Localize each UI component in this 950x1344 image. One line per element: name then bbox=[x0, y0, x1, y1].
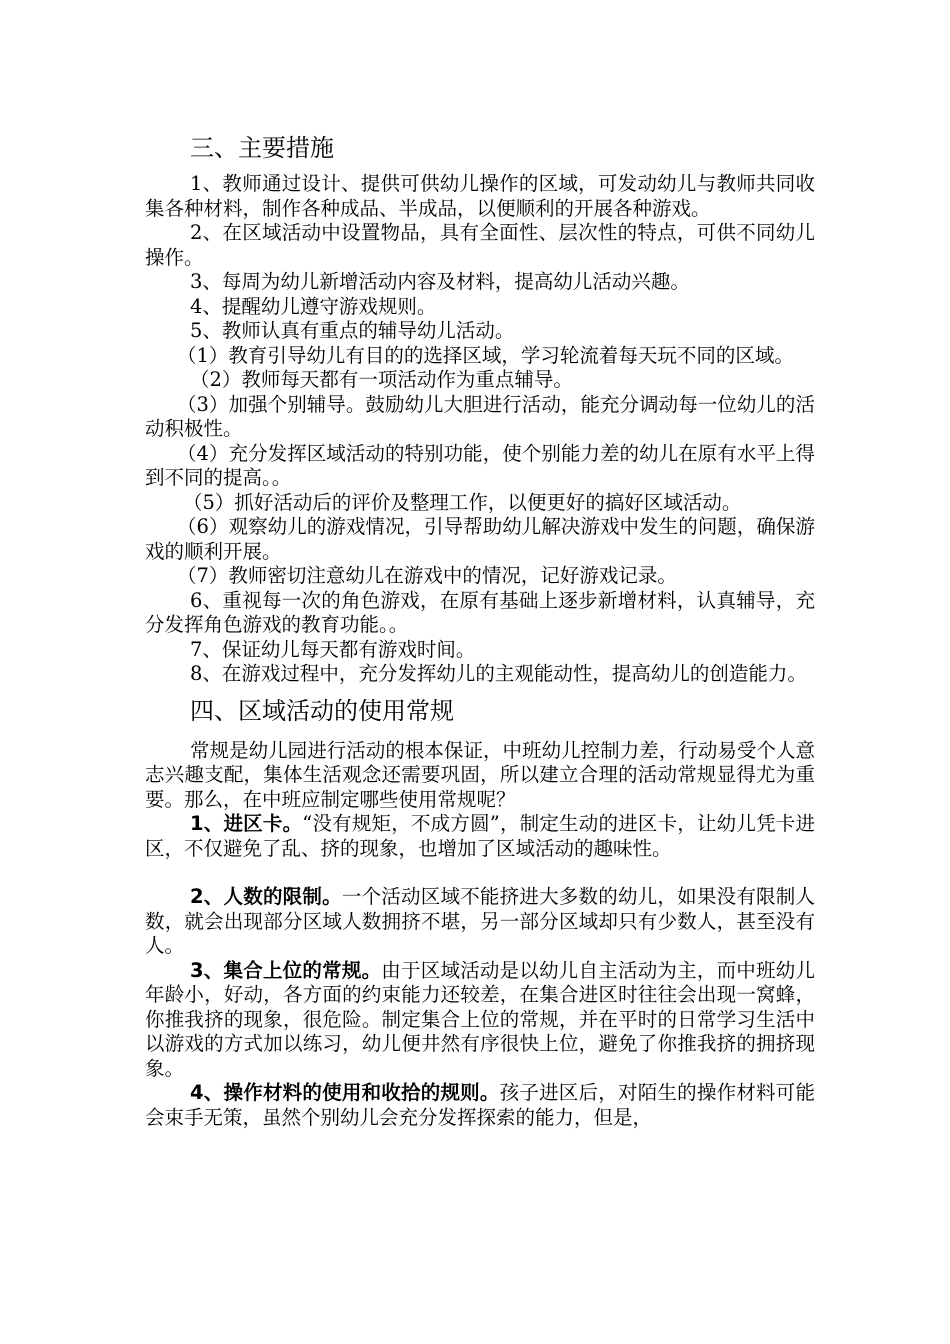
measure-item-7: 7、保证幼儿每天都有游戏时间。 bbox=[190, 637, 476, 661]
measure-subitem-6: （6）观察幼儿的游戏情况，引导帮助幼儿解决游戏中发生的问题，确保游戏的顺利开展。 bbox=[145, 515, 815, 563]
measure-subitem-4: （4）充分发挥区域活动的特别功能，使个别能力差的幼儿在原有水平上得到不同的提高。。 bbox=[145, 441, 815, 489]
measure-item-4: 4、提醒幼儿遵守游戏规则。 bbox=[190, 294, 437, 318]
routine-item-3-title: 3、集合上位的常规。 bbox=[190, 958, 382, 982]
routine-item-4-text: 孩子进区后，对陌生的操作材料可能会束手无策，虽然个别幼儿会充分发挥探索的能力，但是， bbox=[145, 1081, 815, 1129]
routine-item-2-title: 2、人数的限制。 bbox=[190, 885, 342, 908]
routine-item-4 bbox=[145, 1081, 815, 1130]
measure-item-8: 8、在游戏过程中，充分发挥幼儿的主观能动性，提高幼儿的创造能力。 bbox=[190, 662, 807, 685]
measure-item-1: 1、教师通过设计、提供可供幼儿操作的区域，可发动幼儿与教师共同收集各种材料，制作各种成品、半成品，以便顺利的开展各种游戏。 bbox=[145, 172, 815, 220]
measure-subitem-3: （3）加强个别辅导。鼓励幼儿大胆进行活动，能充分调动每一位幼儿的活动积极性。 bbox=[145, 392, 815, 440]
measure-item-3: 3、每周为幼儿新增活动内容及材料，提高幼儿活动兴趣。 bbox=[190, 270, 690, 293]
measure-subitem-2: （2）教师每天都有一项活动作为重点辅导。 bbox=[190, 368, 573, 391]
section-heading-measures: 三、主要措施 bbox=[190, 134, 334, 162]
routine-item-1 bbox=[145, 812, 815, 861]
measure-subitem-7: （7）教师密切注意幼儿在游戏中的情况，记好游戏记录。 bbox=[177, 564, 677, 587]
routine-item-1-title: 1、进区卡。 bbox=[190, 812, 303, 835]
measure-item-5: 5、教师认真有重点的辅导幼儿活动。 bbox=[190, 319, 515, 342]
routine-item-2 bbox=[145, 885, 815, 959]
section-heading-routines: 四、区域活动的使用常规 bbox=[190, 696, 454, 725]
document-page bbox=[145, 128, 815, 1130]
paragraph-spacer bbox=[145, 861, 815, 885]
measure-item-2: 2、在区域活动中设置物品，具有全面性、层次性的特点，可供不同幼儿操作。 bbox=[145, 221, 815, 269]
measure-subitem-1: （1）教育引导幼儿有目的的选择区域，学习轮流着每天玩不同的区域。 bbox=[177, 343, 794, 367]
measure-item-6: 6、重视每一次的角色游戏，在原有基础上逐步新增材料，认真辅导，充分发挥角色游戏的教育功能。。 bbox=[145, 588, 815, 636]
routine-item-4-title: 4、操作材料的使用和收拾的规则。 bbox=[190, 1081, 500, 1104]
routine-item-1-text: “没有规矩，不成方圆”，制定生动的进区卡，让幼儿凭卡进区，不仅避免了乱、挤的现象，也增加了区域活动的趣味性。 bbox=[145, 812, 815, 860]
routine-intro: 常规是幼儿园进行活动的根本保证，中班幼儿控制力差，行动易受个人意志兴趣支配，集体生活观念还需要巩固，所以建立合理的活动常规显得尤为重要。那么，在中班应制定哪些使用常规呢？ bbox=[145, 738, 815, 811]
routine-item-2-text: 一个活动区域不能挤进大多数的幼儿，如果没有限制人数，就会出现部分区域人数拥挤不堪，另一部分区域却只有少数人，甚至没有人。 bbox=[145, 885, 815, 957]
measure-subitem-5: （5）抓好活动后的评价及整理工作，以便更好的搞好区域活动。 bbox=[183, 490, 742, 514]
routine-item-3-text: 由于区域活动是以幼儿自主活动为主，而中班幼儿年龄小，好动，各方面的约束能力还较差，在集合进区时往往会出现一窝蜂，你推我挤的现象，很危险。制定集合上位的常规，并在平时的日常学习生活中以游戏的方式加以练习，幼儿便井然有序很快上位，避免了你推我挤的拥挤现象。 bbox=[145, 958, 815, 1080]
routine-item-3 bbox=[145, 959, 815, 1082]
